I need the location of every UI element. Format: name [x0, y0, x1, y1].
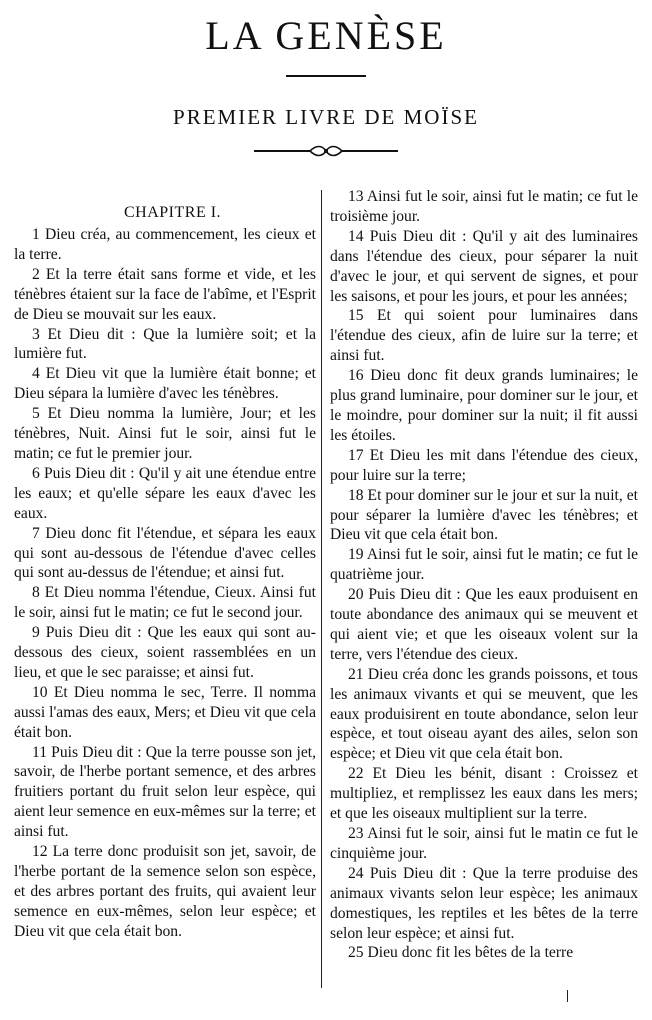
verse: 1 Dieu créa, au commencement, les cieux et la terre.: [14, 226, 316, 263]
verse: 19 Ainsi fut le soir, ainsi fut le matin; ce fut le quatrième jour.: [330, 546, 638, 584]
verse: 12 La terre donc produisit son jet, savoir, de l'herbe portant de la semence selon son espèce, et des arbres portant des fruits, qui avaient leur semence en eux-mêmes, selon leur espèce; et Dieu vit que cela était bon.: [14, 843, 316, 940]
verse: 7 Dieu donc fit l'étendue, et sépara les eaux qui sont au-dessous de l'étendue d'avec celles qui sont au-dessus de l'étendue; et ainsi fut.: [14, 524, 316, 582]
verse: 22 Et Dieu les bénit, disant : Croissez et multipliez, et remplissez les eaux dans les mers; et que les oiseaux multiplient sur la terre.: [330, 765, 638, 823]
verse: 15 Et qui soient pour luminaires dans l'étendue des cieux, afin de luire sur la terre; et ainsi fut.: [330, 307, 638, 365]
verse: 16 Dieu donc fit deux grands luminaires; le plus grand luminaire, pour dominer sur le jour, et le moindre, pour dominer sur la nuit; il fit aussi les étoiles.: [330, 367, 638, 444]
verse: 24 Puis Dieu dit : Que la terre produise des animaux vivants selon leur espèce; les animaux domestiques, les reptiles et les bêtes de la terre selon leur espèce; et ainsi fut.: [330, 864, 638, 942]
verse: 8 Et Dieu nomma l'étendue, Cieux. Ainsi fut le soir, ainsi fut le matin; ce fut le second jour.: [14, 584, 316, 622]
column-divider: [321, 190, 322, 988]
verse: 2 Et la terre était sans forme et vide, et les ténèbres étaient sur la face de l'abîme, et l'Esprit de Dieu se mouvait sur les eaux.: [14, 265, 316, 323]
verse: 10 Et Dieu nomma le sec, Terre. Il nomma aussi l'amas des eaux, Mers; et Dieu vit que cela était bon.: [14, 683, 316, 741]
verse: 25 Dieu donc fit les bêtes de la terre: [348, 944, 574, 962]
print-mark: [567, 990, 568, 1002]
verse: 23 Ainsi fut le soir, ainsi fut le matin ce fut le cinquième jour.: [330, 825, 638, 862]
page-title: LA GENÈSE: [205, 13, 447, 58]
verse: 17 Et Dieu les mit dans l'étendue des cieux, pour luire sur la terre;: [330, 446, 638, 484]
verse: 20 Puis Dieu dit : Que les eaux produisent en toute abondance des animaux qui se meuvent et qui aient vie; et que les oiseaux volent sur la terre, vers l'étendue des cieux.: [330, 586, 638, 663]
verse: 9 Puis Dieu dit : Que les eaux qui sont au-dessous des cieux, soient rassemblées en un lieu, et que le sec paraisse; et ainsi fut.: [14, 624, 316, 681]
left-column: [14, 187, 316, 942]
page-subtitle: PREMIER LIVRE DE MOÏSE: [173, 105, 479, 129]
verse: 3 Et Dieu dit : Que la lumière soit; et la lumière fut.: [14, 325, 316, 363]
verse: 21 Dieu créa donc les grands poissons, et tous les animaux vivants et qui se meuvent, que les eaux produisirent en toute abondance, selon leur espèce, et tout oiseau ayant des ailes, selon son espèce; et Dieu vit que cela était bon.: [330, 665, 638, 763]
title-rule: [286, 75, 366, 77]
verse: 13 Ainsi fut le soir, ainsi fut le matin; ce fut le troisième jour.: [330, 188, 638, 225]
right-column: [330, 187, 638, 963]
chapter-heading: CHAPITRE I.: [124, 204, 222, 221]
verse: 18 Et pour dominer sur le jour et sur la nuit, et pour séparer la lumière d'avec les ténèbres; et Dieu vit que cela était bon.: [330, 486, 638, 544]
verse: 4 Et Dieu vit que la lumière était bonne; et Dieu sépara la lumière d'avec les ténèbres.: [14, 365, 316, 403]
verse: 5 Et Dieu nomma la lumière, Jour; et les ténèbres, Nuit. Ainsi fut le soir, ainsi fut le matin; ce fut le premier jour.: [14, 405, 316, 462]
verse: 14 Puis Dieu dit : Qu'il y ait des luminaires dans l'étendue des cieux, pour séparer la nuit d'avec le jour, et qui servent de signes, et pour les saisons, et pour les jours, et pour les années;: [330, 227, 638, 305]
verse: 11 Puis Dieu dit : Que la terre pousse son jet, savoir, de l'herbe portant semence, et des arbres fruitiers portant du fruit selon leur espèce, qui aient leur semence en eux-mêmes sur la terre; et ainsi fut.: [14, 743, 316, 841]
ornament-rule-icon: [252, 144, 400, 158]
verse: 6 Puis Dieu dit : Qu'il y ait une étendue entre les eaux; et qu'elle sépare les eaux d'avec les eaux.: [14, 464, 316, 522]
